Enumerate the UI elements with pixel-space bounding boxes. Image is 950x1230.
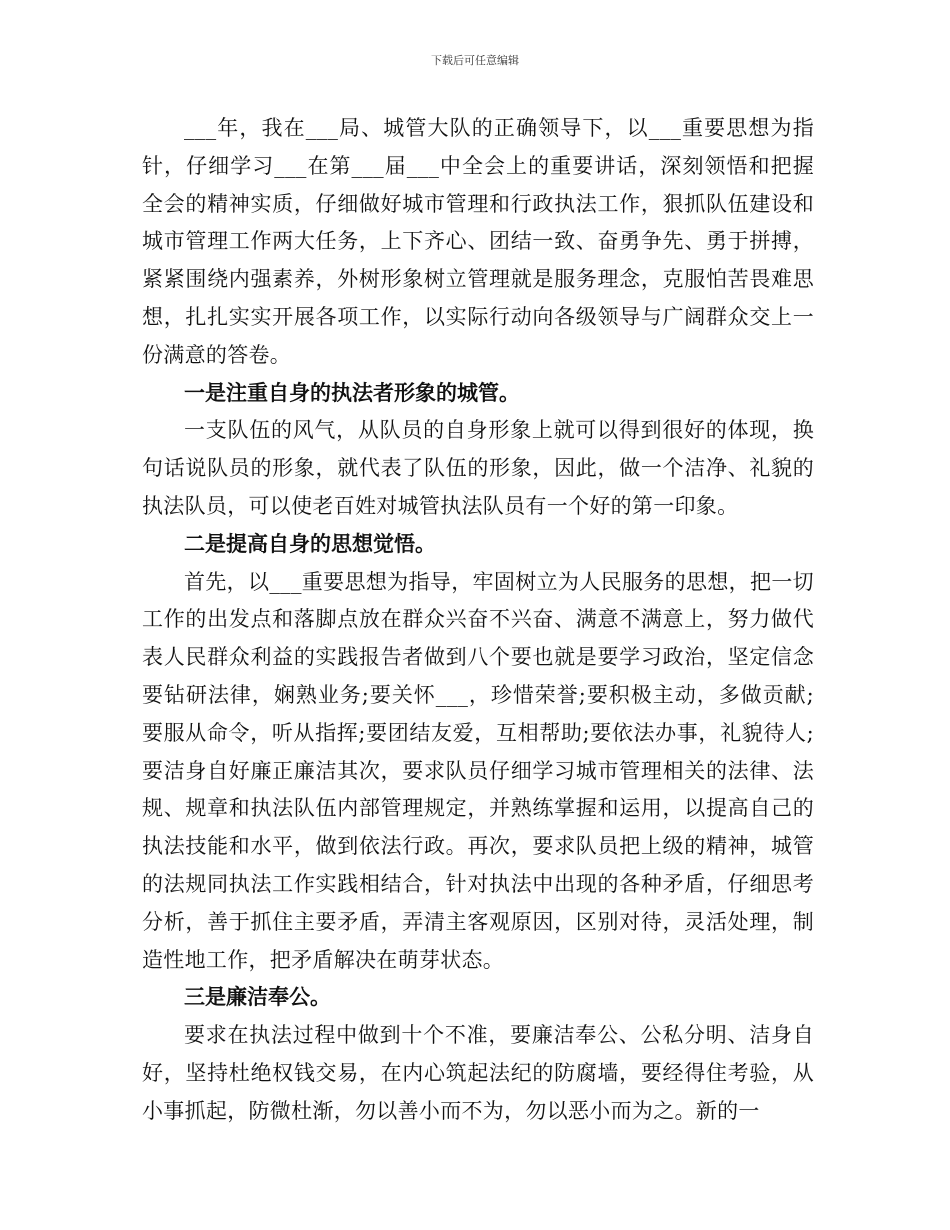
intro-paragraph: ___年，我在___局、城管大队的正确领导下，以___重要思想为指针，仔细学习___在第___届___中全会上的重要讲话，深刻领悟和把握全会的精神实质，仔细做好城市管理和行政执法工作，狠抓队伍建设和城市管理工作两大任务，上下齐心、团结一致、奋勇争先、勇于拼搏，紧紧围绕内强素养，外树形象树立管理就是服务理念，克服怕苦畏难思想，扎扎实实开展各项工作，以实际行动向各级领导与广阔群众交上一份满意的答卷。: [142, 116, 814, 367]
page-header-note: 下载后可任意编辑: [431, 54, 519, 67]
section-body-2: 首先，以___重要思想为指导，牢固树立为人民服务的思想，把一切工作的出发点和落脚点放在群众兴奋不兴奋、满意不满意上，努力做代表人民群众利益的实践报告者做到八个要也就是要学习政治，坚定信念要钻研法律，娴熟业务;要关怀___，珍惜荣誉;要积极主动，多做贡献;要服从命令，听从指挥;要团结友爱，互相帮助;要依法办事，礼貌待人;要洁身自好廉正廉洁其次，要求队员仔细学习城市管理相关的法律、法规、规章和执法队伍内部管理规定，并熟练掌握和运用，以提高自己的执法技能和水平，做到依法行政。再次，要求队员把上级的精神，城管的法规同执法工作实践相结合，针对执法中出现的各种矛盾，仔细思考分析，善于抓住主要矛盾，弄清主客观原因，区别对待，灵活处理，制造性地工作，把矛盾解决在萌芽状态。: [142, 569, 814, 972]
section-heading-3: 三是廉洁奉公。: [184, 985, 331, 1010]
section-body-3: 要求在执法过程中做到十个不准，要廉洁奉公、公私分明、洁身自好，坚持杜绝权钱交易，在内心筑起法纪的防腐墙，要经得住考验，从小事抓起，防微杜渐，勿以善小而不为，勿以恶小而为之。新的一: [142, 1023, 814, 1123]
section-heading-2: 二是提高自身的思想觉悟。: [184, 531, 436, 556]
section-heading-1: 一是注重自身的执法者形象的城管。: [184, 380, 520, 405]
document-body: [142, 110, 814, 1131]
section-body-1: 一支队伍的风气，从队员的自身形象上就可以得到很好的体现，换句话说队员的形象，就代表了队伍的形象，因此，做一个洁净、礼貌的执法队员，可以使老百姓对城管执法队员有一个好的第一印象。: [142, 418, 814, 518]
